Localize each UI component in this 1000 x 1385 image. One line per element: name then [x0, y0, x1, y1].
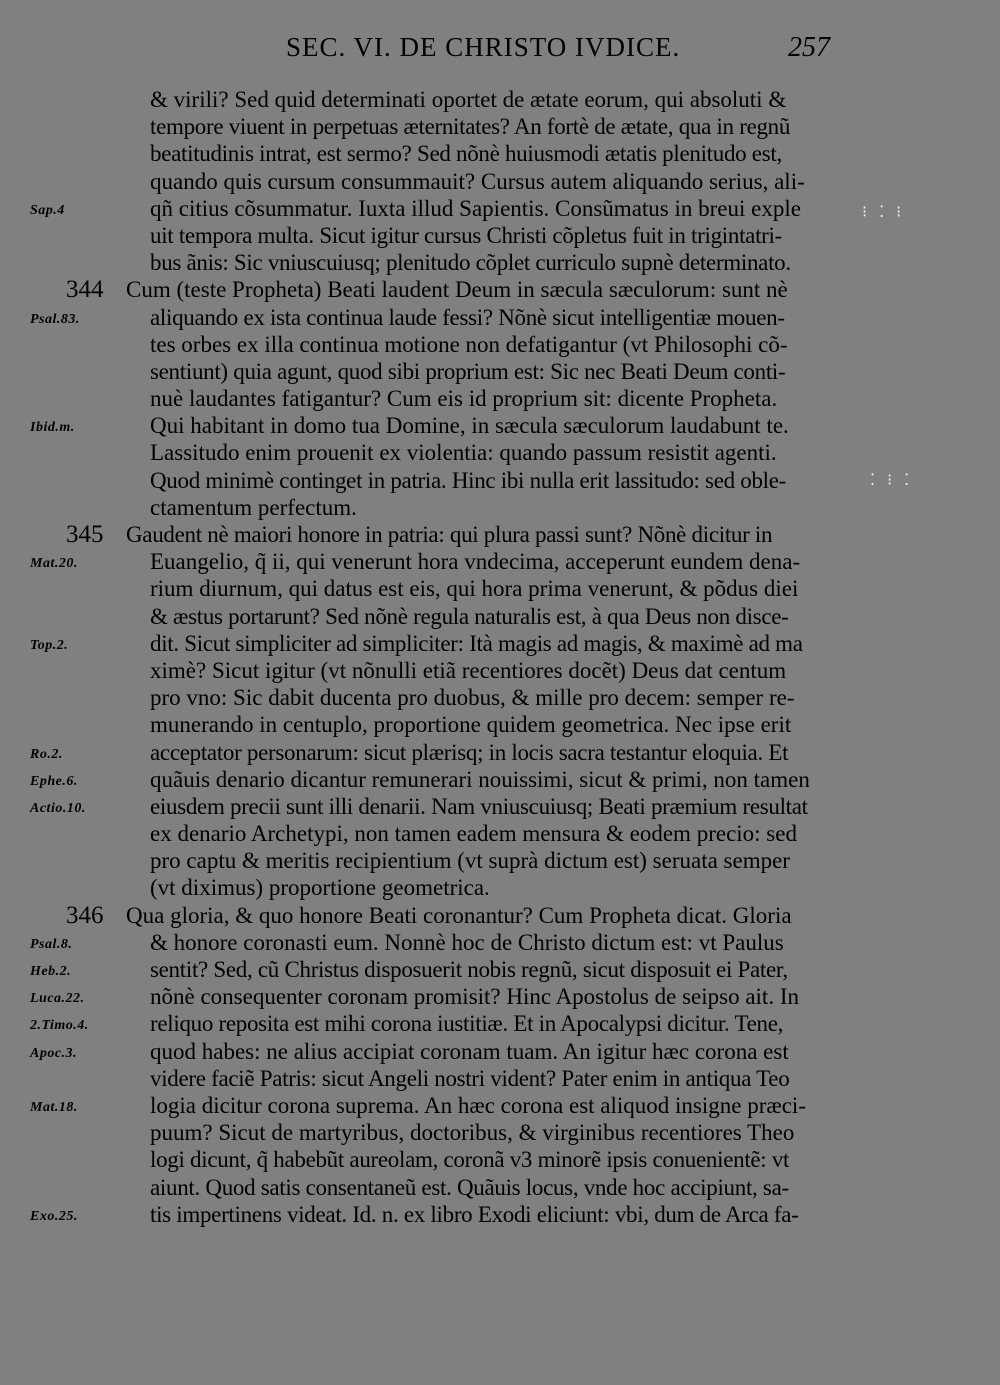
margin-citation: Apoc.3. [30, 1045, 78, 1061]
line-text: eiusdem precii sunt illi denarii. Nam vniuscuiusq; Beati præmium resultat [150, 793, 808, 819]
text-line [0, 412, 1000, 439]
margin-citation: Exo.25. [30, 1208, 78, 1224]
line-text: & æstus portarunt? Sed nõnè regula naturalis est, à qua Deus non disce- [150, 603, 789, 629]
text-line [0, 1146, 1000, 1173]
text-line [0, 684, 1000, 711]
line-text: Cum (teste Propheta) Beati laudent Deum in sæcula sæculorum: sunt nè [126, 277, 788, 303]
text-line [0, 575, 1000, 602]
text-line [0, 874, 1000, 901]
line-text: puum? Sicut de martyribus, doctoribus, & virginibus recentiores Theo [150, 1120, 795, 1146]
text-line [0, 929, 1000, 956]
line-text: sentit? Sed, cũ Christus disposuerit nobis regnũ, sicut disposuit ei Pater, [150, 957, 788, 982]
page-number: 257 [788, 32, 830, 63]
text-line [0, 276, 1000, 303]
line-text: pro captu & meritis recipientium (vt suprà dictum est) seruata semper [150, 848, 790, 874]
text-line [0, 168, 1000, 195]
margin-citation: Mat.18. [30, 1099, 78, 1115]
text-line [0, 467, 1000, 494]
line-text: ximè? Sicut igitur (vt nõnulli etiã recentiores docẽt) Deus dat centum [150, 657, 787, 683]
text-line [0, 820, 1000, 847]
line-text: & virili? Sed quid determinati oportet de ætate eorum, qui absoluti & [150, 87, 787, 112]
text-block [0, 86, 1000, 1228]
margin-citation: 2.Timo.4. [30, 1018, 89, 1034]
text-line [0, 1065, 1000, 1092]
margin-citation: Ro.2. [30, 746, 63, 762]
line-text: sentiunt) quia agunt, quod sibi proprium est: Sic nec Beati Deum conti- [150, 358, 786, 384]
margin-citation: Heb.2. [30, 964, 72, 979]
line-text: Qui habitant in domo tua Domine, in sæcula sæculorum laudabunt te. [150, 413, 789, 439]
line-text: logia dicitur corona suprema. An hæc corona est aliquod insigne præci- [150, 1092, 806, 1118]
text-line [0, 766, 1000, 793]
text-line [0, 1038, 1000, 1065]
text-line [0, 113, 1000, 140]
text-line [0, 847, 1000, 874]
line-text: acceptator personarum: sicut plærisq; in locis sacra testantur eloquia. Et [150, 739, 789, 765]
margin-citation: Top.2. [30, 637, 69, 653]
margin-citation: Actio.10. [30, 800, 86, 816]
text-line [0, 222, 1000, 249]
line-text: pro vno: Sic dabit ducenta pro duobus, & mille pro decem: semper re- [150, 685, 795, 711]
text-line [0, 1201, 1000, 1228]
text-line [0, 1174, 1000, 1201]
line-text: Quod minimè continget in patria. Hinc ibi nulla erit lassitudo: sed oble- [150, 467, 787, 493]
text-line [0, 983, 1000, 1010]
paragraph-number: 344 [66, 276, 104, 304]
text-line [0, 494, 1000, 521]
text-line [0, 1119, 1000, 1146]
line-text: ctamentum perfectum. [150, 494, 357, 520]
line-text: Qua gloria, & quo honore Beati coronantur? Cum Propheta dicat. Gloria [126, 902, 792, 928]
text-line [0, 1010, 1000, 1037]
line-text: nuè laudantes fatigantur? Cum eis id proprium sit: dicente Propheta. [150, 386, 778, 412]
line-text: reliquo reposita est mihi corona iustitiæ. Et in Apocalypsi dicitur. Tene, [150, 1011, 784, 1037]
line-text: dit. Sicut simpliciter ad simpliciter: Ità magis ad magis, & maximè ad ma [150, 630, 803, 656]
print-specks: ⁝ ⁚ ⁝ [862, 204, 906, 221]
line-text: rium diurnum, qui datus est eis, qui hora prima venerunt, & põdus diei [150, 576, 799, 602]
line-text: Lassitudo enim prouenit ex violentia: quando passum resistit agenti. [150, 440, 777, 466]
print-specks: ⁚ ⁝ ⁚ [870, 472, 914, 489]
margin-citation: Sap.4 [30, 202, 65, 218]
line-text: aiunt. Quod satis consentaneũ est. Quãuis locus, vnde hoc accipiunt, sa- [150, 1174, 789, 1200]
line-text: tempore viuent in perpetuas æternitates? An fortè de ætate, qua in regnũ [150, 114, 791, 140]
text-line [0, 711, 1000, 738]
running-head: SEC. VI. DE CHRISTO IVDICE. [286, 32, 681, 62]
line-text: beatitudinis intrat, est sermo? Sed nõnè huiusmodi ætatis plenitudo est, [150, 141, 782, 167]
text-line [0, 249, 1000, 276]
line-text: nõnè consequenter coronam promisit? Hinc Apostolus de seipso ait. In [150, 984, 799, 1010]
line-text: bus ãnis: Sic vniuscuiusq; plenitudo cõplet curriculo supnè determinato. [150, 250, 791, 276]
text-line [0, 657, 1000, 684]
margin-citation: Ephe.6. [30, 773, 78, 789]
text-line [0, 521, 1000, 548]
line-text: quod habes: ne alius accipiat coronam tuam. An igitur hæc corona est [150, 1038, 789, 1064]
text-line [0, 956, 1000, 983]
line-text: Euangelio, q̃ ii, qui venerunt hora vndecima, acceperunt eundem dena- [150, 549, 801, 575]
text-line [0, 86, 1000, 113]
line-text: qñ citius cõsummatur. Iuxta illud Sapientis. Consũmatus in breui exple [150, 195, 801, 221]
line-text: Gaudent nè maiori honore in patria: qui plura passi sunt? Nõnè dicitur in [126, 522, 773, 547]
text-line [0, 331, 1000, 358]
text-line [0, 630, 1000, 657]
line-text: (vt diximus) proportione geometrica. [150, 875, 490, 901]
margin-citation: Mat.20. [30, 556, 78, 572]
text-line [0, 603, 1000, 630]
text-line [0, 548, 1000, 575]
margin-citation: Psal.83. [30, 311, 80, 327]
line-text: uit tempora multa. Sicut igitur cursus Christi cõpletus fuit in trigintatri- [150, 222, 782, 248]
line-text: tis impertinens videat. Id. n. ex libro Exodi eliciunt: vbi, dum de Arca fa- [150, 1201, 799, 1227]
text-line [0, 385, 1000, 412]
line-text: tes orbes ex illa continua motione non defatigantur (vt Philosophi cõ- [150, 331, 788, 357]
text-line [0, 140, 1000, 167]
line-text: videre faciẽ Patris: sicut Angeli nostri vident? Pater enim in antiqua Teo [150, 1065, 790, 1091]
margin-citation: Ibid.m. [30, 420, 75, 436]
text-line [0, 358, 1000, 385]
text-line [0, 304, 1000, 331]
text-line [0, 739, 1000, 766]
text-line [0, 439, 1000, 466]
line-text: & honore coronasti eum. Nonnè hoc de Christo dictum est: vt Paulus [150, 929, 784, 955]
line-text: aliquando ex ista continua laude fessi? Nõnè sicut intelligentiæ mouen- [150, 304, 785, 330]
line-text: quando quis cursum consummauit? Cursus autem aliquando serius, ali- [150, 168, 805, 194]
text-line [0, 195, 1000, 222]
text-line [0, 793, 1000, 820]
margin-citation: Psal.8. [30, 936, 73, 952]
text-line [0, 902, 1000, 929]
line-text: quãuis denario dicantur remunerari nouissimi, sicut & primi, non tamen [150, 766, 810, 792]
paragraph-number: 345 [66, 521, 104, 548]
margin-citation: Luca.22. [30, 991, 85, 1007]
line-text: logi dicunt, q̃ habebũt aureolam, coronã v3 minorẽ ipsis conuenientẽ: vt [150, 1147, 790, 1173]
page-header [0, 28, 1000, 68]
line-text: munerando in centuplo, proportione quidem geometrica. Nec ipse erit [150, 712, 792, 738]
paragraph-number: 346 [66, 901, 104, 929]
text-line [0, 1092, 1000, 1119]
line-text: ex denario Archetypi, non tamen eadem mensura & eodem precio: sed [150, 821, 797, 847]
